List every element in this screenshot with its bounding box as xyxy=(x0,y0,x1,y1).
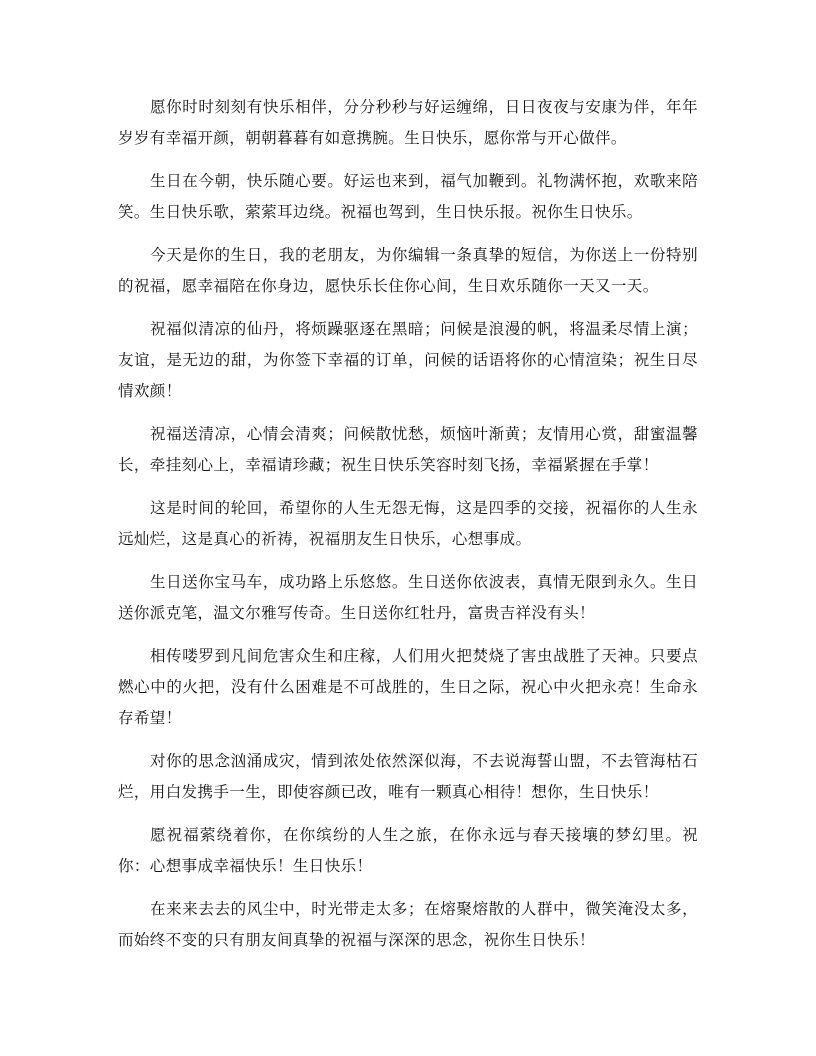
paragraph-6: 这是时间的轮回，希望你的人生无怨无悔，这是四季的交接，祝福你的人生永远灿烂，这是真心的祈祷，祝福朋友生日快乐，心想事成。 xyxy=(118,499,698,548)
paragraph-2: 生日在今朝，快乐随心要。好运也来到，福气加鞭到。礼物满怀抱，欢歌来陪笑。生日快乐歌，萦萦耳边绕。祝福也驾到，生日快乐报。祝你生日快乐。 xyxy=(118,172,698,221)
paragraph-3: 今天是你的生日，我的老朋友，为你编辑一条真挚的短信，为你送上一份特别的祝福，愿幸福陪在你身边，愿快乐长住你心间，生日欢乐随你一天又一天。 xyxy=(118,246,698,295)
paragraph-1: 愿你时时刻刻有快乐相伴，分分秒秒与好运缠绵，日日夜夜与安康为伴，年年岁岁有幸福开颜，朝朝暮暮有如意携腕。生日快乐，愿你常与开心做伴。 xyxy=(118,98,698,147)
paragraph-10: 愿祝福萦绕着你，在你缤纷的人生之旅，在你永远与春天接壤的梦幻里。祝你：心想事成幸福快乐！生日快乐！ xyxy=(118,826,698,875)
paragraph-7: 生日送你宝马车，成功路上乐悠悠。生日送你依波表，真情无限到永久。生日送你派克笔，温文尔雅写传奇。生日送你红牡丹，富贵吉祥没有头！ xyxy=(118,573,698,622)
paragraph-9: 对你的思念汹涌成灾，情到浓处依然深似海，不去说海誓山盟，不去管海枯石烂，用白发携手一生，即使容颜已改，唯有一颗真心相待！想你，生日快乐！ xyxy=(118,752,698,801)
paragraph-8: 相传喽罗到凡间危害众生和庄稼，人们用火把焚烧了害虫战胜了天神。只要点燃心中的火把，没有什么困难是不可战胜的，生日之际，祝心中火把永亮！生命永存希望！ xyxy=(118,647,698,727)
paragraph-11: 在来来去去的风尘中，时光带走太多；在熔聚熔散的人群中，微笑淹没太多，而始终不变的只有朋友间真挚的祝福与深深的思念，祝你生日快乐！ xyxy=(118,900,698,949)
paragraph-5: 祝福送清凉，心情会清爽；问候散忧愁，烦恼叶渐黄；友情用心赏，甜蜜温馨长，牵挂刻心上，幸福请珍藏；祝生日快乐笑容时刻飞扬，幸福紧握在手掌！ xyxy=(118,425,698,474)
paragraph-4: 祝福似清凉的仙丹，将烦躁驱逐在黑暗；问候是浪漫的帆，将温柔尽情上演；友谊，是无边的甜，为你签下幸福的订单，问候的话语将你的心情渲染；祝生日尽情欢颜！ xyxy=(118,320,698,400)
document-body xyxy=(118,92,698,968)
